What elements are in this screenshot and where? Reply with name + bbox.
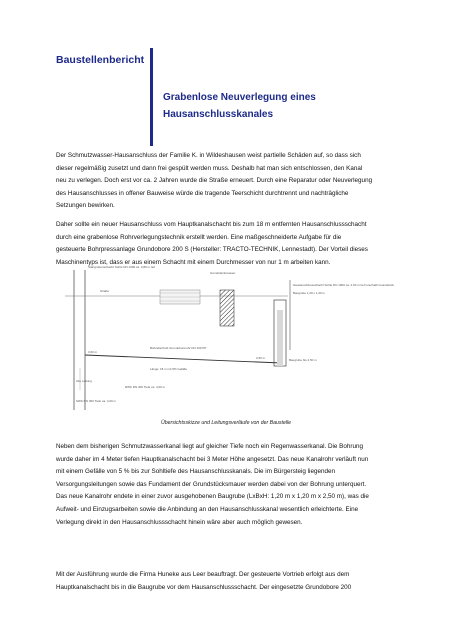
pipe-label: Bohrabschnitt Grundoborerohr DN 160 PP xyxy=(150,346,207,350)
article-title-line-2: Hausanschlusskanales xyxy=(163,109,274,120)
text-line: durch eine grabenlose Rohrverlegungstechnik erstellt werden. Eine maßgeschneiderte Aufgabe für die xyxy=(56,233,342,241)
text-line: gesteuerte Bohrpressanlage Grundobore 200 S (Hersteller: TRACTO-TECHNIK, Lennestadt). Der Vorteil dieses xyxy=(56,246,368,254)
target-pit-fill xyxy=(277,310,283,366)
text-line: Neben dem bisherigen Schmutzwasserkanal liegt auf gleicher Tiefe noch ein Regenwasserkanal. Die Bohrung xyxy=(56,443,363,450)
text-line: neu zu verlegen. Doch erst vor ca. 2 Jahren wurde die Straße erneuert. Durch eine Reparatur oder Neuverlegung xyxy=(56,177,373,185)
figure-caption: Übersichtsskizze und Leitungsverläufe von der Baustelle xyxy=(160,420,292,426)
report-title: Baustellenbericht xyxy=(56,54,145,66)
text-line: wurde daher im 4 Meter tiefen Hauptkanalschacht bei 3 Meter Höhe angesetzt. Das neue Kanalrohr verläuft nun xyxy=(56,455,369,463)
old-pipe-label: Alte Leitung xyxy=(76,379,92,383)
depth-mark-right: 2,50 m xyxy=(256,356,266,360)
text-line: Setzungen bewirken. xyxy=(56,202,115,210)
main-shaft-label: Startgrubenschacht Sohle DN 1000 ca. 3,80 m tief xyxy=(88,265,155,269)
wall-foundation xyxy=(220,290,234,326)
street-label: Straße xyxy=(100,289,110,293)
pit-label: Baugrube 1,20 x 1,20 m xyxy=(293,291,326,295)
text-line: Hauptkanalschacht bis in die Baugrube vor dem Hausanschlussschacht. Der eingesetzte Grundobore 200 xyxy=(56,583,352,591)
site-sketch xyxy=(60,260,394,415)
depth-mark: 3,00 m xyxy=(88,350,98,354)
text-line: Das neue Kanalrohr endete in einer zuvor ausgehobenen Baugrube (LxBxH: 1,20 m x 1,20 m x 2,50 m), was die xyxy=(56,493,369,501)
text-line: Mit der Ausführung wurde die Firma Huneke aus Leer beauftragt. Der gesteuerte Vortrieb erfolgt aus dem xyxy=(56,571,350,578)
new-pipe-line xyxy=(85,355,282,363)
paragraph-1 xyxy=(56,150,406,213)
paragraph-4 xyxy=(56,569,406,594)
text-line: des Hausanschlusses in offener Bauweise würde die tragende Teerschicht durchtrennt und nachträgliche xyxy=(56,189,349,197)
paragraph-3 xyxy=(56,441,406,529)
text-line: Aufweit- und Einzugsarbeiten sowie die Anbindung an den Hausanschlusskanal wesentlich erleichterte. Eine xyxy=(56,505,359,513)
house-shaft-label: Hausanschlussschacht Sohle DN 1000 ca. 2,60 m tief innerhalb Grundstück xyxy=(293,283,394,287)
article-title xyxy=(163,89,316,123)
length-label: Länge: 18 m mit 5% Gefälle xyxy=(150,367,188,371)
text-line: dieser regelmäßig zusetzt und dann frei gespült werden muss. Deshalb hat man sich entschlossen, den Kanal xyxy=(56,164,363,172)
text-line: Verlegung direkt in den Hausanschlussschacht hinein wäre aber auch möglich gewesen. xyxy=(56,518,303,526)
text-line: Der Schmutzwasser-Hausanschluss der Familie K. in Wildeshausen weist partielle Schäden auf, so dass sich xyxy=(56,152,361,159)
text-line: mit einem Gefälle von 5 % bis zur Sohltiefe des Hausanschlusskanals. Die im Bürgersteig liegenden xyxy=(56,468,335,476)
text-line: Maschinentyps ist, dass er aus einem Schacht mit einem Durchmesser von nur 1 m arbeiten kann. xyxy=(56,258,331,266)
sw-pipe-label: SWK DN 300 Tiefe ca. 4,00 m xyxy=(76,399,117,403)
target-pit-label: Baugrube bis 2,50 m xyxy=(289,358,317,362)
wall-label: Grundstücksmauer xyxy=(210,271,236,275)
article-title-line-1: Grabenlose Neuverlegung eines xyxy=(163,92,316,103)
text-line: Versorgungsleitungen sowie das Fundament der Grundstücksmauer werden dabei von der Bohrung unterquert. xyxy=(56,480,367,488)
rw-pipe-label: RWK DN 300 Tiefe ca. 4,00 m xyxy=(125,385,166,389)
title-divider xyxy=(150,48,153,146)
text-line: Daher sollte ein neuer Hausanschluss vom Hauptkanalschacht bis zum 18 m entfernten Hausanschlussschacht xyxy=(56,221,367,228)
